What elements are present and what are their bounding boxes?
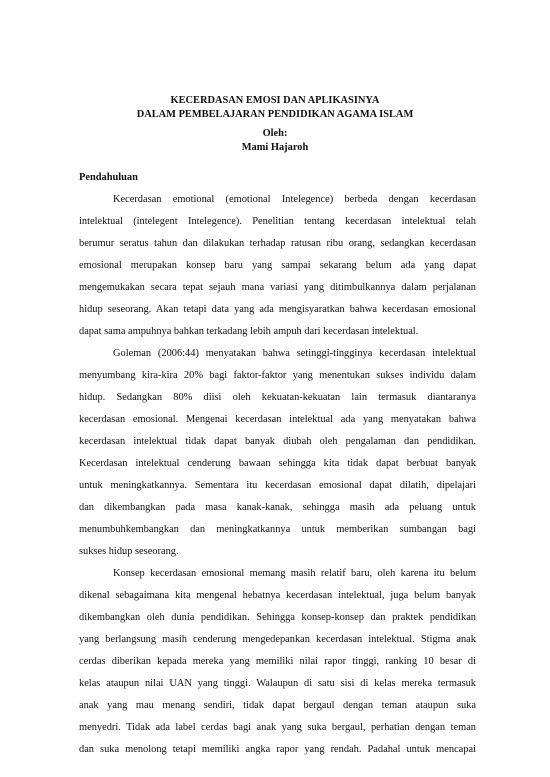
text-line: yang berlangsung masih cenderung mengedepankan kecerdasan intelektual. Stigma anak [79, 634, 476, 645]
text-line: hidup. Sedangkan 80% diisi oleh kekuatan-kekuatan lain termasuk diantaranya [79, 392, 476, 403]
document-title [0, 94, 550, 122]
text-line: dan dikembangkan pada masa kanak-kanak, sehingga masih ada peluang untuk [79, 502, 476, 513]
author-name: Mami Hajaroh [241, 142, 309, 153]
text-line: mengemukakan secara tepat sejauh mana variasi yang ditimbulkannya dalam perjalanan [79, 282, 476, 293]
text-line: dikenal sebagaimana kita mengenal hebatnya kecerdasan intelektual, juga belum banyak [79, 590, 476, 601]
text-line: untuk meningkatkannya. Sementara itu kecerdasan emosional dapat dilatih, dipelajari [79, 480, 476, 491]
text-line: dikembangkan oleh dunia pendidikan. Sehingga konsep-konsep dan praktek pendidikan [79, 612, 476, 623]
text-line: emosional merupakan konsep baru yang sampai sekarang belum ada yang dapat [79, 260, 476, 271]
text-line: kecerdasan intelektual tidak dapat banyak diubah oleh pengalaman dan pendidikan. [79, 436, 476, 447]
text-line: anak yang mau menang sendiri, tidak dapat bergaul dengan teman ataupun suka [79, 700, 476, 711]
text-line: menumbuhkembangkan dan meningkatkannya untuk memberikan sumbangan bagi [79, 524, 476, 535]
text-line: dapat sama ampuhnya bahkan terkadang lebih ampuh dari kecerdasan intelektual. [79, 326, 419, 337]
text-line: cerdas diberikan kepada mereka yang memiliki nilai rapor tinggi, ranking 10 besar di [79, 656, 476, 667]
author-label: Oleh: [262, 128, 288, 139]
text-span: Kecerdasan emotional (emotional Intelegence) berbeda dengan kecerdasan [113, 194, 476, 205]
text-line: menyedri. Tidak ada label cerdas bagi anak yang suka bergaul, perhatian dengan teman [79, 722, 476, 733]
text-line: Konsep kecerdasan emosional memang masih relatif baru, oleh karena itu belum [113, 568, 476, 579]
text-line: intelektual (intelegent Intelegence). Penelitian tentang kecerdasan intelektual telah [79, 216, 476, 227]
title-line: DALAM PEMBELAJARAN PENDIDIKAN AGAMA ISLAM [136, 109, 414, 120]
text-line: kecerdasan emosional. Mengenai kecerdasan intelektual ada yang menyatakan bahwa [79, 414, 476, 425]
text-line: berumur seratus tahun dan dilakukan terhadap ratusan ribu orang, sedangkan kecerdasan [79, 238, 476, 249]
text-line: dan suka menolong tetapi memiliki angka rapor yang rendah. Padahal untuk mencapai [79, 744, 476, 755]
text-line: sukses hidup seseorang. [79, 546, 179, 557]
text-line: Kecerdasan intelektual cenderung bawaan sehingga kita tidak dapat berbuat banyak [79, 458, 476, 469]
text-line [79, 193, 476, 207]
section-heading: Pendahuluan [79, 172, 138, 183]
text-line: Goleman (2006:44) menyatakan bahwa setinggi-tingginya kecerdasan intelektual [113, 348, 476, 359]
text-line: menyumbang kira-kira 20% bagi faktor-faktor yang menentukan sukses individu dalam [79, 370, 476, 381]
text-line: kelas ataupun nilai UAN yang tinggi. Walaupun di satu sisi di kelas mereka termasuk [79, 678, 476, 689]
title-line: KECERDASAN EMOSI DAN APLIKASINYA [170, 95, 380, 106]
author-block [0, 127, 550, 155]
text-line: hidup seseorang. Akan tetapi data yang ada mengisyaratkan bahwa kecerdasan emosional [79, 304, 476, 315]
